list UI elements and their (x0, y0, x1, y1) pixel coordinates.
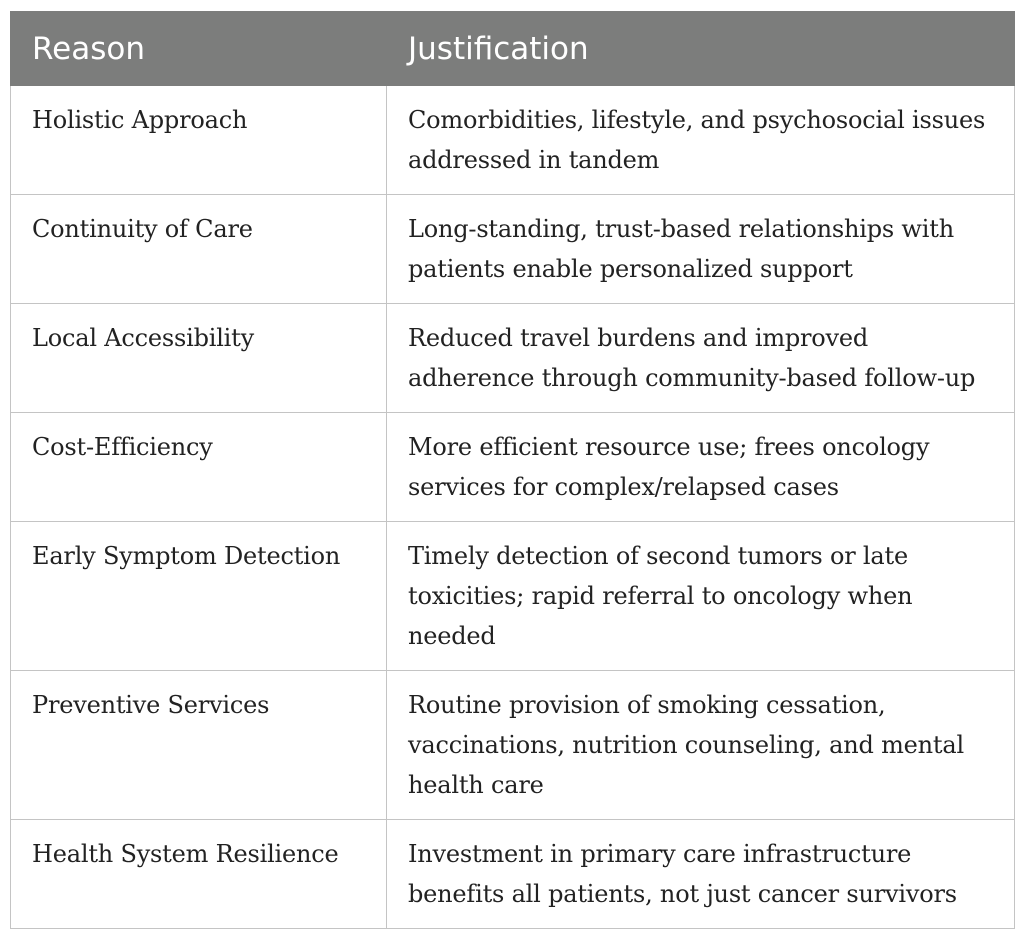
justification-cell: Timely detection of second tumors or late toxicities; rapid referral to oncology when needed (387, 522, 1015, 671)
table-row (11, 522, 1015, 671)
reasons-table (10, 11, 1015, 929)
justification-cell: Investment in primary care infrastructure benefits all patients, not just cancer survivors (387, 820, 1015, 929)
table-row (11, 86, 1015, 195)
header-reason: Reason (11, 12, 387, 86)
justification-cell: Comorbidities, lifestyle, and psychosocial issues addressed in tandem (387, 86, 1015, 195)
table-row (11, 195, 1015, 304)
reason-cell: Early Symptom Detection (11, 522, 387, 671)
justification-cell: Long-standing, trust-based relationships with patients enable personalized support (387, 195, 1015, 304)
table-row (11, 820, 1015, 929)
table-body (11, 86, 1015, 929)
reason-cell: Holistic Approach (11, 86, 387, 195)
reason-cell: Health System Resilience (11, 820, 387, 929)
justification-cell: Routine provision of smoking cessation, vaccinations, nutrition counseling, and mental health care (387, 671, 1015, 820)
header-justification: Justification (387, 12, 1015, 86)
reason-cell: Preventive Services (11, 671, 387, 820)
justification-cell: Reduced travel burdens and improved adherence through community-based follow-up (387, 304, 1015, 413)
table-row (11, 671, 1015, 820)
reason-cell: Local Accessibility (11, 304, 387, 413)
header-row (11, 12, 1015, 86)
reason-cell: Cost-Efficiency (11, 413, 387, 522)
justification-cell: More efficient resource use; frees oncology services for complex/relapsed cases (387, 413, 1015, 522)
table-row (11, 413, 1015, 522)
table-row (11, 304, 1015, 413)
reason-cell: Continuity of Care (11, 195, 387, 304)
reasons-table-container (10, 11, 1014, 929)
table-header (11, 12, 1015, 86)
